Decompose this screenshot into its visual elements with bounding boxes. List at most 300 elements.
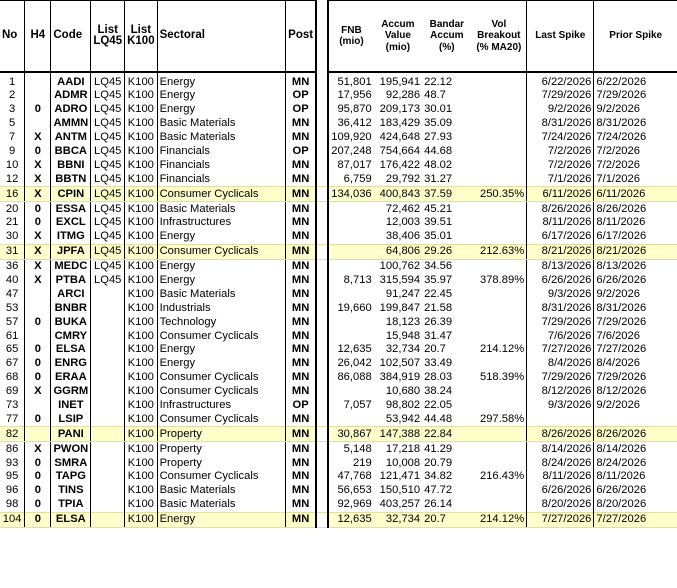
cell-post[interactable]: MN	[286, 456, 316, 470]
cell-last-spike[interactable]: 7/29/2026	[527, 371, 594, 385]
cell-vol-breakout[interactable]: 214.12%	[472, 512, 527, 527]
cell-fnb[interactable]: 109,920	[328, 131, 373, 145]
col-header-bandar-accum[interactable]: Bandar Accum (%)	[422, 1, 471, 73]
cell-lq45[interactable]	[91, 315, 125, 329]
cell-code[interactable]: CPIN	[51, 187, 91, 202]
table-row[interactable]	[0, 456, 677, 470]
cell-post[interactable]: MN	[286, 343, 316, 357]
cell-code[interactable]: CMRY	[51, 329, 91, 343]
cell-code[interactable]: ELSA	[51, 343, 91, 357]
cell-sectoral[interactable]: Consumer Cyclicals	[157, 244, 286, 259]
cell-bandar-accum[interactable]: 37.59	[422, 187, 471, 202]
cell-no[interactable]: 69	[5, 385, 19, 398]
cell-fnb[interactable]: 6,759	[328, 172, 373, 186]
cell-vol-breakout[interactable]	[472, 103, 527, 117]
cell-post[interactable]: MN	[286, 427, 316, 442]
cell-bandar-accum[interactable]: 21.58	[424, 301, 453, 314]
cell-accum-value[interactable]: 29,792	[385, 172, 421, 185]
cell-k100[interactable]: K100	[125, 72, 158, 89]
cell-prior-spike[interactable]: 6/11/2026	[594, 187, 677, 202]
cell-vol-breakout[interactable]	[472, 287, 527, 301]
cell-prior-spike[interactable]: 7/29/2026	[594, 371, 677, 385]
col-header-no[interactable]: No	[0, 1, 25, 73]
cell-no[interactable]: 3	[9, 103, 16, 116]
cell-sectoral[interactable]: Basic Materials	[157, 287, 286, 301]
cell-post[interactable]: MN	[286, 274, 316, 288]
cell-prior-spike[interactable]: 8/24/2026	[594, 456, 677, 470]
cell-prior-spike[interactable]: 8/20/2026	[594, 498, 677, 512]
cell-sectoral[interactable]: Basic Materials	[157, 484, 286, 498]
cell-post[interactable]: OP	[286, 89, 316, 103]
cell-sectoral[interactable]: Financials	[157, 172, 286, 186]
cell-last-spike[interactable]: 8/11/2026	[527, 216, 594, 230]
cell-h4[interactable]: 0	[25, 315, 51, 329]
cell-lq45[interactable]	[91, 456, 125, 470]
cell-fnb[interactable]	[328, 412, 373, 426]
col-header-last-spike[interactable]: Last Spike	[527, 1, 594, 73]
cell-fnb[interactable]	[328, 230, 373, 244]
cell-fnb[interactable]: 92,969	[328, 498, 373, 512]
cell-prior-spike[interactable]: 7/1/2026	[594, 172, 677, 186]
cell-vol-breakout[interactable]: 212.63%	[472, 244, 527, 259]
cell-post[interactable]: MN	[286, 244, 316, 259]
cell-last-spike[interactable]: 8/13/2026	[527, 259, 594, 273]
cell-fnb[interactable]: 134,036	[328, 187, 373, 202]
cell-h4[interactable]: X	[25, 259, 51, 273]
cell-code[interactable]: TINS	[51, 484, 91, 498]
cell-bandar-accum[interactable]: 20.7	[422, 512, 471, 527]
cell-k100[interactable]: K100	[125, 371, 158, 385]
cell-k100[interactable]: K100	[125, 287, 158, 301]
cell-vol-breakout[interactable]: 214.12%	[479, 343, 525, 356]
cell-h4[interactable]	[25, 72, 51, 89]
cell-accum-value[interactable]: 64,806	[374, 244, 422, 259]
cell-lq45[interactable]: LQ45	[91, 244, 125, 259]
cell-post[interactable]: OP	[286, 399, 316, 413]
cell-h4[interactable]: 0	[25, 103, 51, 117]
cell-accum-value[interactable]: 10,680	[385, 385, 421, 398]
cell-post[interactable]: MN	[286, 131, 316, 145]
cell-no[interactable]: 16	[0, 187, 25, 202]
cell-post[interactable]: MN	[286, 72, 316, 89]
cell-lq45[interactable]: LQ45	[91, 216, 125, 230]
cell-bandar-accum[interactable]: 34.82	[424, 470, 453, 483]
cell-lq45[interactable]	[91, 399, 125, 413]
cell-last-spike[interactable]: 7/27/2026	[527, 512, 594, 527]
cell-bandar-accum[interactable]: 29.26	[422, 244, 471, 259]
cell-no[interactable]: 104	[0, 512, 25, 527]
cell-fnb[interactable]: 19,660	[328, 301, 373, 315]
cell-bandar-accum[interactable]: 34.56	[424, 260, 453, 273]
cell-fnb[interactable]: 36,412	[328, 117, 373, 131]
cell-code[interactable]: ADRO	[51, 103, 91, 117]
cell-accum-value[interactable]: 32,734	[385, 343, 421, 356]
cell-last-spike[interactable]: 6/26/2026	[527, 484, 594, 498]
cell-bandar-accum[interactable]: 26.39	[424, 315, 453, 328]
cell-vol-breakout[interactable]	[472, 301, 527, 315]
cell-lq45[interactable]	[91, 357, 125, 371]
cell-sectoral[interactable]: Consumer Cyclicals	[157, 385, 286, 399]
cell-bandar-accum[interactable]: 39.51	[424, 216, 453, 229]
cell-h4[interactable]: 0	[25, 512, 51, 527]
cell-sectoral[interactable]: Consumer Cyclicals	[157, 371, 286, 385]
cell-vol-breakout[interactable]: 297.58%	[479, 412, 525, 425]
cell-no[interactable]: 95	[5, 470, 19, 483]
col-header-h4[interactable]: H4	[25, 1, 51, 73]
cell-h4[interactable]: X	[25, 244, 51, 259]
cell-accum-value[interactable]: 17,218	[385, 442, 421, 455]
cell-vol-breakout[interactable]	[472, 202, 527, 216]
cell-lq45[interactable]	[91, 427, 125, 442]
cell-last-spike[interactable]: 7/29/2026	[527, 315, 594, 329]
cell-prior-spike[interactable]: 7/2/2026	[594, 158, 677, 172]
cell-code[interactable]: TAPG	[51, 470, 91, 484]
cell-last-spike[interactable]: 8/14/2026	[527, 442, 594, 456]
cell-code[interactable]: BNBR	[51, 301, 91, 315]
cell-h4[interactable]	[25, 427, 51, 442]
cell-k100[interactable]: K100	[125, 301, 158, 315]
cell-no[interactable]: 67	[5, 357, 19, 370]
table-row[interactable]	[0, 357, 677, 371]
cell-code[interactable]: PANI	[51, 427, 91, 442]
cell-fnb[interactable]: 47,768	[328, 470, 373, 484]
cell-h4[interactable]: 0	[25, 498, 51, 512]
cell-prior-spike[interactable]: 8/26/2026	[594, 427, 677, 442]
cell-sectoral[interactable]: Energy	[157, 72, 286, 89]
cell-last-spike[interactable]: 8/4/2026	[527, 357, 594, 371]
cell-accum-value[interactable]: 92,286	[385, 89, 421, 102]
cell-vol-breakout[interactable]: 216.43%	[479, 470, 525, 483]
cell-bandar-accum[interactable]: 22.12	[424, 76, 453, 88]
cell-code[interactable]: MEDC	[51, 259, 91, 273]
cell-vol-breakout[interactable]: 518.39%	[479, 371, 525, 384]
cell-k100[interactable]: K100	[125, 131, 158, 145]
cell-lq45[interactable]: LQ45	[91, 274, 125, 288]
cell-fnb[interactable]: 12,635	[328, 512, 373, 527]
cell-no[interactable]: 65	[5, 343, 19, 356]
cell-bandar-accum[interactable]: 48.7	[424, 89, 446, 102]
cell-k100[interactable]: K100	[125, 230, 158, 244]
cell-sectoral[interactable]: Consumer Cyclicals	[157, 187, 286, 202]
cell-accum-value[interactable]: 72,462	[385, 202, 421, 215]
cell-accum-value[interactable]: 53,942	[385, 412, 421, 425]
cell-code[interactable]: ITMG	[51, 230, 91, 244]
cell-no[interactable]: 73	[5, 399, 19, 412]
cell-k100[interactable]: K100	[125, 158, 158, 172]
cell-no[interactable]: 7	[9, 131, 16, 144]
cell-k100[interactable]: K100	[125, 498, 158, 512]
cell-accum-value[interactable]: 98,802	[385, 399, 421, 412]
cell-k100[interactable]: K100	[125, 259, 158, 273]
cell-last-spike[interactable]: 8/21/2026	[527, 244, 594, 259]
cell-k100[interactable]: K100	[125, 385, 158, 399]
cell-code[interactable]: ENRG	[51, 357, 91, 371]
table-row[interactable]	[0, 371, 677, 385]
cell-vol-breakout[interactable]	[472, 427, 527, 442]
cell-sectoral[interactable]: Energy	[157, 259, 286, 273]
cell-accum-value[interactable]: 183,429	[379, 117, 421, 130]
cell-no[interactable]: 86	[5, 442, 19, 455]
cell-post[interactable]: OP	[286, 145, 316, 159]
cell-code[interactable]: GGRM	[51, 385, 91, 399]
cell-sectoral[interactable]: Energy	[157, 343, 286, 357]
cell-accum-value[interactable]: 100,762	[379, 260, 421, 273]
cell-k100[interactable]: K100	[125, 274, 158, 288]
cell-last-spike[interactable]: 6/11/2026	[527, 187, 594, 202]
cell-sectoral[interactable]: Energy	[157, 230, 286, 244]
table-row[interactable]	[0, 512, 677, 527]
cell-code[interactable]: ELSA	[51, 512, 91, 527]
cell-accum-value[interactable]: 10,008	[385, 456, 421, 469]
cell-prior-spike[interactable]: 7/29/2026	[594, 315, 677, 329]
cell-h4[interactable]: X	[25, 230, 51, 244]
cell-bandar-accum[interactable]: 27.93	[424, 131, 453, 144]
cell-prior-spike[interactable]: 8/26/2026	[594, 202, 677, 216]
cell-sectoral[interactable]: Property	[157, 456, 286, 470]
col-header-prior-spike[interactable]: Prior Spike	[594, 1, 677, 73]
cell-lq45[interactable]	[91, 301, 125, 315]
cell-no[interactable]: 40	[5, 274, 19, 287]
cell-bandar-accum[interactable]: 30.01	[424, 103, 453, 116]
cell-fnb[interactable]	[328, 244, 373, 259]
cell-bandar-accum[interactable]: 44.48	[424, 412, 453, 425]
cell-fnb[interactable]: 87,017	[328, 158, 373, 172]
cell-fnb[interactable]: 17,956	[328, 89, 373, 103]
cell-h4[interactable]: 0	[25, 343, 51, 357]
cell-prior-spike[interactable]	[594, 412, 677, 426]
cell-fnb[interactable]: 207,248	[328, 145, 373, 159]
cell-lq45[interactable]	[91, 412, 125, 426]
cell-post[interactable]: MN	[286, 512, 316, 527]
cell-code[interactable]: ESSA	[51, 202, 91, 216]
cell-k100[interactable]: K100	[125, 103, 158, 117]
cell-k100[interactable]: K100	[125, 442, 158, 456]
cell-last-spike[interactable]: 8/31/2026	[527, 117, 594, 131]
cell-post[interactable]: MN	[286, 371, 316, 385]
cell-sectoral[interactable]: Energy	[157, 103, 286, 117]
cell-last-spike[interactable]: 8/26/2026	[527, 202, 594, 216]
cell-sectoral[interactable]: Property	[157, 442, 286, 456]
table-row[interactable]	[0, 172, 677, 186]
cell-last-spike[interactable]: 9/3/2026	[527, 287, 594, 301]
cell-sectoral[interactable]: Industrials	[157, 301, 286, 315]
cell-no[interactable]: 2	[9, 89, 16, 102]
cell-sectoral[interactable]: Consumer Cyclicals	[157, 412, 286, 426]
cell-post[interactable]: MN	[286, 187, 316, 202]
cell-vol-breakout[interactable]	[472, 145, 527, 159]
cell-prior-spike[interactable]: 6/26/2026	[594, 484, 677, 498]
table-row[interactable]	[0, 230, 677, 244]
cell-lq45[interactable]: LQ45	[91, 117, 125, 131]
cell-prior-spike[interactable]: 9/2/2026	[594, 103, 677, 117]
cell-no[interactable]: 31	[0, 244, 25, 259]
cell-vol-breakout[interactable]	[472, 399, 527, 413]
cell-lq45[interactable]: LQ45	[91, 187, 125, 202]
cell-accum-value[interactable]: 199,847	[379, 301, 421, 314]
cell-last-spike[interactable]: 8/26/2026	[527, 427, 594, 442]
cell-k100[interactable]: K100	[125, 315, 158, 329]
cell-k100[interactable]: K100	[125, 117, 158, 131]
cell-prior-spike[interactable]: 8/14/2026	[594, 442, 677, 456]
cell-lq45[interactable]: LQ45	[91, 259, 125, 273]
cell-accum-value[interactable]: 102,507	[379, 357, 421, 370]
cell-k100[interactable]: K100	[125, 456, 158, 470]
cell-h4[interactable]	[25, 399, 51, 413]
cell-code[interactable]: JPFA	[51, 244, 91, 259]
col-header-post[interactable]: Post	[286, 1, 316, 73]
cell-no[interactable]: 82	[0, 427, 25, 442]
cell-no[interactable]: 53	[5, 301, 19, 314]
cell-accum-value[interactable]: 754,664	[379, 145, 421, 157]
cell-lq45[interactable]	[91, 371, 125, 385]
cell-post[interactable]: MN	[286, 172, 316, 186]
cell-code[interactable]: ADMR	[51, 89, 91, 103]
cell-vol-breakout[interactable]	[472, 357, 527, 371]
cell-lq45[interactable]	[91, 287, 125, 301]
cell-prior-spike[interactable]: 8/4/2026	[594, 357, 677, 371]
cell-lq45[interactable]: LQ45	[91, 89, 125, 103]
cell-code[interactable]: INET	[51, 399, 91, 413]
cell-sectoral[interactable]: Energy	[157, 357, 286, 371]
cell-fnb[interactable]	[328, 259, 373, 273]
table-row[interactable]	[0, 484, 677, 498]
cell-lq45[interactable]: LQ45	[91, 131, 125, 145]
table-row[interactable]	[0, 498, 677, 512]
table-row[interactable]	[0, 244, 677, 259]
cell-accum-value[interactable]: 150,510	[379, 484, 421, 497]
cell-no[interactable]: 98	[5, 498, 19, 511]
cell-bandar-accum[interactable]: 20.79	[424, 456, 453, 469]
table-row[interactable]	[0, 216, 677, 230]
cell-no[interactable]: 9	[9, 145, 16, 157]
col-header-code[interactable]: Code	[51, 1, 91, 73]
table-row[interactable]	[0, 329, 677, 343]
cell-post[interactable]: MN	[286, 484, 316, 498]
cell-bandar-accum[interactable]: 41.29	[424, 442, 453, 455]
cell-code[interactable]: AADI	[51, 72, 91, 89]
cell-sectoral[interactable]: Financials	[157, 158, 286, 172]
cell-h4[interactable]	[25, 329, 51, 343]
cell-accum-value[interactable]: 38,406	[385, 230, 421, 243]
cell-bandar-accum[interactable]: 22.84	[422, 427, 471, 442]
cell-bandar-accum[interactable]: 22.05	[424, 399, 453, 412]
cell-last-spike[interactable]: 9/2/2026	[527, 103, 594, 117]
cell-sectoral[interactable]: Technology	[157, 315, 286, 329]
cell-lq45[interactable]	[91, 470, 125, 484]
cell-fnb[interactable]: 12,635	[328, 343, 373, 357]
cell-post[interactable]: MN	[286, 216, 316, 230]
cell-code[interactable]: PTBA	[51, 274, 91, 288]
cell-fnb[interactable]	[328, 385, 373, 399]
cell-h4[interactable]	[25, 89, 51, 103]
table-row[interactable]	[0, 470, 677, 484]
cell-sectoral[interactable]: Infrastructures	[157, 216, 286, 230]
cell-fnb[interactable]	[328, 216, 373, 230]
cell-sectoral[interactable]: Basic Materials	[157, 131, 286, 145]
cell-accum-value[interactable]: 424,648	[379, 131, 421, 144]
cell-no[interactable]: 21	[5, 216, 19, 229]
cell-vol-breakout[interactable]: 378.89%	[479, 274, 525, 287]
cell-accum-value[interactable]: 384,919	[379, 371, 421, 384]
cell-h4[interactable]: X	[25, 274, 51, 288]
cell-code[interactable]: BBTN	[51, 172, 91, 186]
cell-vol-breakout[interactable]	[472, 484, 527, 498]
cell-prior-spike[interactable]: 9/2/2026	[594, 287, 677, 301]
cell-h4[interactable]: X	[25, 385, 51, 399]
cell-k100[interactable]: K100	[125, 512, 158, 527]
cell-sectoral[interactable]: Financials	[157, 145, 286, 159]
cell-post[interactable]: MN	[286, 158, 316, 172]
cell-sectoral[interactable]: Energy	[157, 274, 286, 288]
cell-prior-spike[interactable]: 8/13/2026	[594, 259, 677, 273]
cell-h4[interactable]: 0	[25, 202, 51, 216]
table-row[interactable]	[0, 187, 677, 202]
cell-vol-breakout[interactable]: 250.35%	[472, 187, 527, 202]
cell-post[interactable]: MN	[286, 287, 316, 301]
cell-post[interactable]: MN	[286, 230, 316, 244]
cell-last-spike[interactable]	[527, 412, 594, 426]
cell-no[interactable]: 93	[5, 456, 19, 469]
cell-no[interactable]: 77	[5, 412, 19, 425]
cell-last-spike[interactable]: 7/24/2026	[527, 131, 594, 145]
cell-lq45[interactable]	[91, 484, 125, 498]
cell-sectoral[interactable]: Basic Materials	[157, 498, 286, 512]
table-row[interactable]	[0, 427, 677, 442]
cell-vol-breakout[interactable]	[472, 117, 527, 131]
table-row[interactable]	[0, 412, 677, 426]
cell-code[interactable]: BBNI	[51, 158, 91, 172]
cell-bandar-accum[interactable]: 26.14	[424, 498, 453, 511]
table-row[interactable]	[0, 399, 677, 413]
cell-no[interactable]: 30	[5, 230, 19, 243]
table-row[interactable]	[0, 89, 677, 103]
cell-last-spike[interactable]: 8/11/2026	[527, 470, 594, 484]
cell-fnb[interactable]: 5,148	[328, 442, 373, 456]
cell-h4[interactable]: X	[25, 442, 51, 456]
cell-h4[interactable]	[25, 117, 51, 131]
cell-lq45[interactable]: LQ45	[91, 103, 125, 117]
cell-fnb[interactable]	[328, 329, 373, 343]
cell-accum-value[interactable]: 12,003	[385, 216, 421, 229]
cell-post[interactable]: MN	[286, 498, 316, 512]
table-row[interactable]	[0, 315, 677, 329]
cell-last-spike[interactable]: 7/1/2026	[527, 172, 594, 186]
cell-sectoral[interactable]: Consumer Cyclicals	[157, 470, 286, 484]
table-row[interactable]	[0, 117, 677, 131]
cell-accum-value[interactable]: 400,843	[374, 187, 422, 202]
cell-no[interactable]: 1	[9, 76, 16, 88]
cell-h4[interactable]	[25, 301, 51, 315]
cell-prior-spike[interactable]: 8/21/2026	[594, 244, 677, 259]
cell-h4[interactable]: 0	[25, 470, 51, 484]
cell-h4[interactable]: X	[25, 131, 51, 145]
cell-post[interactable]: OP	[286, 103, 316, 117]
cell-prior-spike[interactable]: 7/24/2026	[594, 131, 677, 145]
cell-no[interactable]: 57	[5, 315, 19, 328]
table-row[interactable]	[0, 287, 677, 301]
cell-bandar-accum[interactable]: 44.68	[424, 145, 453, 157]
cell-post[interactable]: MN	[286, 442, 316, 456]
cell-prior-spike[interactable]: 8/12/2026	[594, 385, 677, 399]
cell-lq45[interactable]: LQ45	[91, 172, 125, 186]
cell-prior-spike[interactable]: 9/2/2026	[594, 399, 677, 413]
cell-last-spike[interactable]: 8/20/2026	[527, 498, 594, 512]
table-row[interactable]	[0, 259, 677, 273]
cell-k100[interactable]: K100	[125, 244, 158, 259]
cell-k100[interactable]: K100	[125, 187, 158, 202]
cell-sectoral[interactable]: Basic Materials	[157, 202, 286, 216]
cell-last-spike[interactable]: 7/6/2026	[527, 329, 594, 343]
